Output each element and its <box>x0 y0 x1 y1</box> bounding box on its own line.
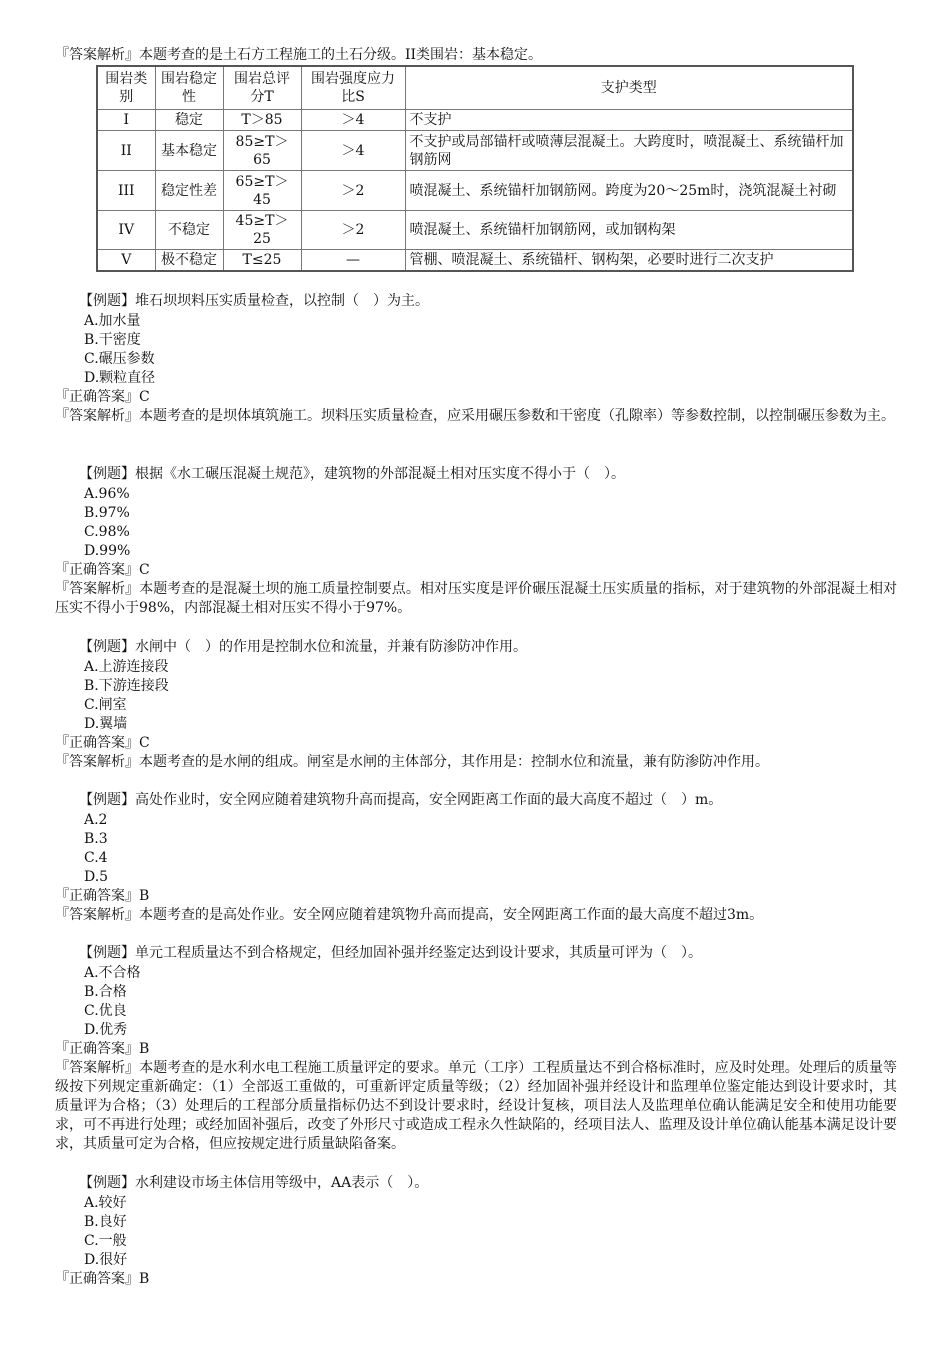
correct-answer: 『正确答案』B <box>55 1271 150 1287</box>
question-option: B.3 <box>84 831 108 847</box>
question-option: D.颗粒直径 <box>84 370 156 386</box>
question-option: B.良好 <box>84 1214 127 1230</box>
question-option: D.优秀 <box>84 1022 128 1038</box>
question-option: D.99% <box>84 543 131 559</box>
answer-analysis: 『答案解析』本题考查的是坝体填筑施工。坝料压实质量检查，应采用碾压参数和干密度（孔隙率）等参数控制，以控制碾压参数为主。 <box>55 408 895 424</box>
answer-analysis: 『答案解析』本题考查的是混凝土坝的施工质量控制要点。相对压实度是评价碾压混凝土压实质量的指标，对于建筑物的外部混凝土相对压实不得小于98%，内部混凝土相对压实不得小于97%。 <box>55 581 897 616</box>
question-option: A.较好 <box>84 1195 127 1211</box>
question-option: A.不合格 <box>84 965 141 981</box>
question-option: C.一般 <box>84 1233 127 1249</box>
correct-answer: 『正确答案』B <box>55 1041 150 1057</box>
question-option: D.很好 <box>84 1252 128 1268</box>
question-stem: 【例题】高处作业时，安全网应随着建筑物升高而提高，安全网距离工作面的最大高度不超过（ ）m。 <box>79 792 723 808</box>
rock-classification-table <box>96 65 854 272</box>
answer-analysis: 『答案解析』本题考查的是高处作业。安全网应随着建筑物升高而提高，安全网距离工作面的最大高度不超过3m。 <box>55 907 764 923</box>
table-cell: 喷混凝土、系统锚杆加钢筋网，或加钢构架 <box>405 211 853 250</box>
answer-analysis: 『答案解析』本题考查的是水利水电工程施工质量评定的要求。单元（工序）工程质量达不到合格标准时，应及时处理。处理后的质量等级按下列规定重新确定：（1）全部返工重做的，可重新评定质量等级；（2）经加固补强并经设计和监理单位鉴定能达到设计要求时，其质量评为合格；（3）处理后的工程部分质量指标仍达不到设计要求时，经设计复核，项目法人及监理单位确认能满足安全和使用功能要求，可不再进行处理；或经加固补强后，改变了外形尺寸或造成工程永久性缺陷的，经项目法人、监理及设计单位确认能基本满足设计要求，其质量可定为合格，但应按规定进行质量缺陷备案。 <box>55 1060 897 1152</box>
question-option: A.96% <box>84 486 130 502</box>
table-cell: 不支护 <box>405 110 853 131</box>
question-option: C.碾压参数 <box>84 351 155 367</box>
table-cell: T＞85 <box>223 110 301 131</box>
table-cell: V <box>97 250 155 272</box>
table-cell: — <box>301 250 405 272</box>
correct-answer: 『正确答案』C <box>55 389 150 405</box>
question-stem: 【例题】水利建设市场主体信用等级中，AA表示（ ）。 <box>79 1175 429 1191</box>
correct-answer: 『正确答案』B <box>55 888 150 904</box>
table-cell: ＞2 <box>301 171 405 211</box>
question-option: A.加水量 <box>84 313 141 329</box>
table-cell: 极不稳定 <box>155 250 223 272</box>
table-row <box>97 110 853 131</box>
question-stem: 【例题】根据《水工碾压混凝土规范》，建筑物的外部混凝土相对压实度不得小于（ ）。 <box>79 466 625 482</box>
correct-answer: 『正确答案』C <box>55 735 150 751</box>
table-row <box>97 131 853 171</box>
intro-analysis: 『答案解析』本题考查的是土石方工程施工的土石分级。II类围岩：基本稳定。 <box>55 47 543 63</box>
correct-answer: 『正确答案』C <box>55 562 150 578</box>
table-cell: ＞4 <box>301 131 405 171</box>
table-cell: 管棚、喷混凝土、系统锚杆、钢构架，必要时进行二次支护 <box>405 250 853 272</box>
table-header: 围岩类别 <box>97 66 155 110</box>
table-row <box>97 171 853 211</box>
question-option: C.4 <box>84 850 108 866</box>
table-cell: IV <box>97 211 155 250</box>
question-option: C.98% <box>84 524 130 540</box>
table-header: 围岩强度应力比S <box>301 66 405 110</box>
question-stem: 【例题】单元工程质量达不到合格规定，但经加固补强并经鉴定达到设计要求，其质量可评为（ ）。 <box>79 945 702 961</box>
table-cell: 基本稳定 <box>155 131 223 171</box>
question-option: A.2 <box>84 812 108 828</box>
question-option: D.5 <box>84 869 109 885</box>
table-cell: 65≥T＞45 <box>223 171 301 211</box>
table-header: 支护类型 <box>405 66 853 110</box>
table-header: 围岩总评分T <box>223 66 301 110</box>
table-cell: II <box>97 131 155 171</box>
question-option: D.翼墙 <box>84 716 128 732</box>
table-cell: 稳定 <box>155 110 223 131</box>
table-cell: 不支护或局部锚杆或喷薄层混凝土。大跨度时，喷混凝土、系统锚杆加钢筋网 <box>405 131 853 171</box>
table-cell: III <box>97 171 155 211</box>
question-option: B.97% <box>84 505 130 521</box>
table-header: 围岩稳定性 <box>155 66 223 110</box>
table-cell: ＞2 <box>301 211 405 250</box>
question-option: B.下游连接段 <box>84 678 169 694</box>
table-cell: T≤25 <box>223 250 301 272</box>
question-option: B.干密度 <box>84 332 141 348</box>
answer-analysis: 『答案解析』本题考查的是水闸的组成。闸室是水闸的主体部分，其作用是：控制水位和流量，兼有防渗防冲作用。 <box>55 754 769 770</box>
table-header-row <box>97 66 853 110</box>
table-cell: 45≥T＞25 <box>223 211 301 250</box>
table-row <box>97 250 853 272</box>
table-cell: 稳定性差 <box>155 171 223 211</box>
table-cell: I <box>97 110 155 131</box>
question-stem: 【例题】水闸中（ ）的作用是控制水位和流量，并兼有防渗防冲作用。 <box>79 639 527 655</box>
table-cell: 不稳定 <box>155 211 223 250</box>
question-option: C.优良 <box>84 1003 127 1019</box>
table-cell: 85≥T＞65 <box>223 131 301 171</box>
table-cell: ＞4 <box>301 110 405 131</box>
question-stem: 【例题】堆石坝坝料压实质量检查，以控制（ ）为主。 <box>79 293 429 309</box>
question-option: C.闸室 <box>84 697 127 713</box>
table-row <box>97 211 853 250</box>
table-cell: 喷混凝土、系统锚杆加钢筋网。跨度为20～25m时，浇筑混凝土衬砌 <box>405 171 853 211</box>
question-option: A.上游连接段 <box>84 659 169 675</box>
question-option: B.合格 <box>84 984 127 1000</box>
